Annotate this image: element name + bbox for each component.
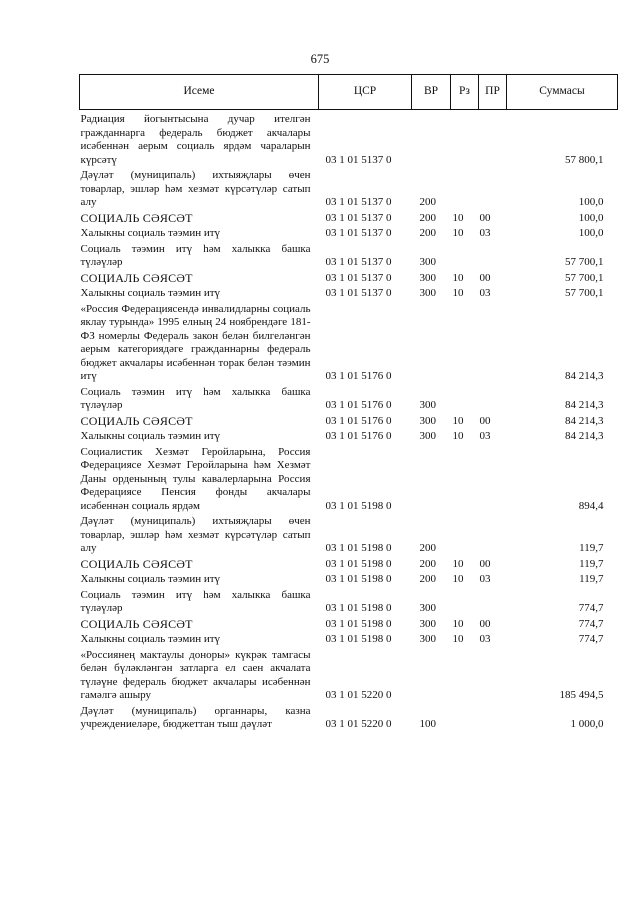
- table-row: [80, 445, 618, 515]
- cell-csr: 03 1 01 5137 0: [325, 196, 392, 208]
- cell-csr: 03 1 01 5176 0: [325, 414, 392, 427]
- cell-sum: 119,7: [579, 542, 604, 554]
- cell-sum: 774,7: [578, 633, 604, 645]
- table-row: [80, 704, 618, 733]
- cell-name: СОЦИАЛЬ СӘЯСӘТ: [80, 616, 193, 631]
- cell-vr: 300: [419, 602, 436, 614]
- cell-csr: 03 1 01 5137 0: [325, 211, 392, 224]
- cell-csr: 03 1 01 5198 0: [325, 617, 392, 630]
- cell-pr: 03: [479, 227, 491, 239]
- cell-sum: 84 214,3: [565, 399, 604, 411]
- cell-pr: [479, 445, 507, 515]
- cell-pr: 03: [479, 573, 491, 585]
- table-body: [80, 110, 618, 733]
- cell-vr: 300: [419, 617, 436, 630]
- cell-pr: [479, 588, 507, 617]
- cell-name: Халыкны социаль тәэмин итү: [80, 287, 221, 299]
- cell-rz: 10: [452, 227, 464, 239]
- cell-csr: 03 1 01 5198 0: [325, 499, 392, 512]
- cell-rz: 10: [452, 573, 464, 585]
- cell-rz: 10: [452, 271, 464, 284]
- table-header: [80, 75, 618, 110]
- cell-vr: [412, 445, 451, 515]
- cell-sum: 84 214,3: [565, 430, 604, 442]
- cell-vr: [412, 648, 451, 704]
- cell-vr: 200: [419, 542, 436, 554]
- cell-vr: 300: [419, 430, 436, 442]
- cell-vr: 300: [419, 287, 436, 299]
- table-row: [80, 211, 618, 227]
- cell-sum: 84 214,3: [565, 370, 604, 382]
- cell-vr: 300: [419, 633, 436, 645]
- cell-sum: 119,7: [579, 557, 604, 570]
- cell-pr: 03: [479, 633, 491, 645]
- cell-name: Радиация йогынтысына дучар ителгән гражданнарга федераль бюджет акчалары исәбеннән аерым социаль ярдәм чараларын күрсәтү: [80, 113, 311, 166]
- cell-vr: 300: [419, 256, 436, 268]
- cell-name: Халыкны социаль тәэмин итү: [80, 227, 221, 239]
- cell-name: Дәүләт (муниципаль) ихтыяҗлары өчен товарлар, эшләр һәм хезмәт күрсәтүләр сатып алу: [80, 515, 311, 554]
- table-row: [80, 110, 618, 169]
- cell-rz: 10: [452, 414, 464, 427]
- cell-sum: 57 800,1: [565, 153, 604, 166]
- table-row: [80, 557, 618, 573]
- cell-rz: [451, 445, 479, 515]
- cell-vr: 200: [419, 196, 436, 208]
- cell-sum: 57 700,1: [565, 271, 604, 284]
- header-sum: Суммасы: [507, 75, 618, 110]
- cell-pr: [479, 704, 507, 733]
- cell-name: Социаль тәэмин итү һәм халыкка башка түләүләр: [80, 588, 311, 614]
- cell-pr: 03: [479, 287, 491, 299]
- cell-rz: [451, 514, 479, 557]
- cell-csr: 03 1 01 5137 0: [325, 227, 392, 239]
- cell-name: Дәүләт (муниципаль) ихтыяҗлары өчен товарлар, эшләр һәм хезмәт күрсәтүләр сатып алу: [80, 169, 311, 208]
- cell-vr: 200: [419, 557, 436, 570]
- cell-sum: 57 700,1: [565, 287, 604, 299]
- cell-rz: [451, 168, 479, 211]
- cell-name: Халыкны социаль тәэмин итү: [80, 573, 221, 585]
- cell-name: Социаль тәэмин итү һәм халыкка башка түләүләр: [80, 385, 311, 411]
- cell-pr: 00: [479, 211, 491, 224]
- table-row: [80, 588, 618, 617]
- cell-vr: 200: [419, 211, 436, 224]
- table-row: [80, 414, 618, 430]
- table-row: [80, 226, 618, 242]
- cell-rz: 10: [452, 557, 464, 570]
- cell-rz: [451, 385, 479, 414]
- cell-vr: 300: [419, 399, 436, 411]
- cell-name: Дәүләт (муниципаль) органнары, казна учреждениеләре, бюджеттан тыш дәүләт: [80, 704, 311, 730]
- cell-vr: 200: [419, 227, 436, 239]
- cell-pr: [479, 242, 507, 271]
- table-row: [80, 302, 618, 385]
- cell-csr: 03 1 01 5198 0: [325, 573, 392, 585]
- cell-name: Халыкны социаль тәэмин итү: [80, 633, 221, 645]
- header-pr: ПР: [479, 75, 507, 110]
- cell-csr: 03 1 01 5198 0: [325, 602, 392, 614]
- cell-name: СОЦИАЛЬ СӘЯСӘТ: [80, 270, 193, 285]
- cell-csr: 03 1 01 5198 0: [325, 557, 392, 570]
- cell-name: «Россиянең мактаулы доноры» күкрәк тамгасы белән бүләкләнгән затларга ел саен акчалата түләүне федераль бюджет акчалары исәбеннән гамәлгә ашыру: [80, 648, 311, 701]
- cell-rz: [451, 704, 479, 733]
- cell-pr: [479, 385, 507, 414]
- table-row: [80, 286, 618, 302]
- cell-name: СОЦИАЛЬ СӘЯСӘТ: [80, 413, 193, 428]
- cell-csr: 03 1 01 5137 0: [325, 271, 392, 284]
- cell-pr: 00: [479, 557, 491, 570]
- table-row: [80, 385, 618, 414]
- table-row: [80, 632, 618, 648]
- cell-vr: 200: [419, 573, 436, 585]
- cell-vr: [412, 302, 451, 385]
- cell-vr: [412, 110, 451, 169]
- cell-sum: 774,7: [578, 602, 604, 614]
- cell-rz: 10: [452, 287, 464, 299]
- cell-csr: 03 1 01 5220 0: [325, 718, 392, 730]
- table-row: [80, 514, 618, 557]
- cell-csr: 03 1 01 5137 0: [325, 287, 392, 299]
- cell-name: «Россия Федерациясендә инвалидларны социаль яклау турында» 1995 елның 24 ноябрендәге 181-ФЗ номерлы Федераль закон белән билгеләнгән аерым категориядәге гражданнарны федераль бюджет акчалары исәбеннән торак белән тәэмин итү: [80, 302, 311, 382]
- cell-pr: 03: [479, 430, 491, 442]
- header-csr: ЦСР: [319, 75, 412, 110]
- cell-sum: 100,0: [578, 211, 604, 224]
- cell-sum: 100,0: [578, 227, 604, 239]
- cell-sum: 1 000,0: [570, 718, 604, 730]
- cell-csr: 03 1 01 5220 0: [325, 689, 392, 701]
- cell-rz: [451, 110, 479, 169]
- cell-sum: 774,7: [578, 617, 604, 630]
- cell-rz: 10: [452, 211, 464, 224]
- table-row: [80, 271, 618, 287]
- cell-csr: 03 1 01 5198 0: [325, 542, 392, 554]
- cell-sum: 185 494,5: [559, 689, 604, 701]
- cell-sum: 84 214,3: [565, 414, 604, 427]
- cell-csr: 03 1 01 5198 0: [325, 633, 392, 645]
- cell-pr: [479, 110, 507, 169]
- cell-sum: 894,4: [578, 499, 604, 512]
- cell-pr: [479, 302, 507, 385]
- cell-rz: 10: [452, 633, 464, 645]
- table-row: [80, 572, 618, 588]
- cell-name: Халыкны социаль тәэмин итү: [80, 430, 221, 442]
- table-row: [80, 648, 618, 704]
- cell-csr: 03 1 01 5137 0: [325, 256, 392, 268]
- cell-pr: [479, 648, 507, 704]
- table-row: [80, 242, 618, 271]
- cell-pr: [479, 168, 507, 211]
- budget-table: [79, 74, 618, 733]
- cell-vr: 300: [419, 414, 436, 427]
- cell-pr: 00: [479, 617, 491, 630]
- table-row: [80, 429, 618, 445]
- cell-csr: 03 1 01 5137 0: [325, 153, 392, 166]
- cell-sum: 57 700,1: [565, 256, 604, 268]
- table-row: [80, 617, 618, 633]
- cell-pr: [479, 514, 507, 557]
- cell-sum: 119,7: [579, 573, 604, 585]
- cell-rz: [451, 648, 479, 704]
- table-row: [80, 168, 618, 211]
- cell-name: Социаль тәэмин итү һәм халыкка башка түләүләр: [80, 242, 311, 268]
- cell-rz: 10: [452, 617, 464, 630]
- header-vr: ВР: [412, 75, 451, 110]
- cell-name: Социалистик Хезмәт Геройларына, Россия Федерациясе Хезмәт Геройларына һәм Хезмәт Даны орденының тулы кавалерларына Россия Федерациясе Пенсия фонды акчалары исәбеннән социаль ярдәм: [80, 445, 311, 512]
- cell-csr: 03 1 01 5176 0: [325, 399, 392, 411]
- cell-csr: 03 1 01 5176 0: [325, 430, 392, 442]
- cell-name: СОЦИАЛЬ СӘЯСӘТ: [80, 210, 193, 225]
- cell-name: СОЦИАЛЬ СӘЯСӘТ: [80, 556, 193, 571]
- page-number: 675: [310, 52, 330, 66]
- cell-rz: [451, 242, 479, 271]
- header-name: Исеме: [80, 75, 319, 110]
- cell-vr: 300: [419, 271, 436, 284]
- cell-sum: 100,0: [578, 196, 604, 208]
- cell-pr: 00: [479, 271, 491, 284]
- header-rz: Рз: [451, 75, 479, 110]
- cell-rz: [451, 588, 479, 617]
- cell-csr: 03 1 01 5176 0: [325, 370, 392, 382]
- cell-rz: [451, 302, 479, 385]
- cell-vr: 100: [419, 718, 436, 730]
- cell-pr: 00: [479, 414, 491, 427]
- cell-rz: 10: [452, 430, 464, 442]
